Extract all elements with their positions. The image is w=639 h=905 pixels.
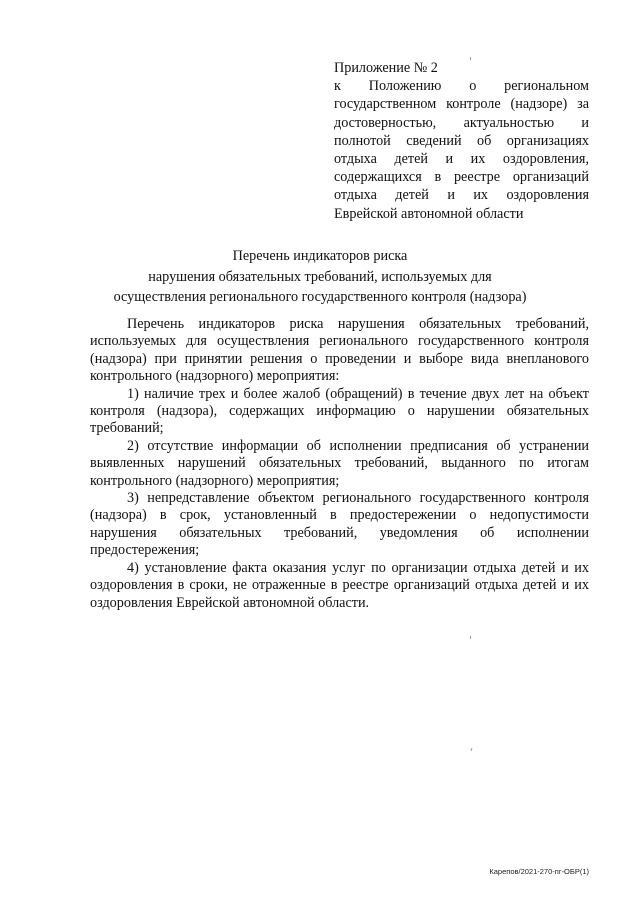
scan-speck [471, 748, 473, 751]
appendix-title: Приложение № 2 [334, 60, 438, 76]
scan-speck [470, 57, 471, 60]
heading-line-2: нарушения обязательных требований, используемых для [148, 268, 492, 285]
list-item-3: 3) непредставление объектом регионального государственного контроля (надзора) в срок, установленный в предостережении о недопустимости нарушения обязательных требований, уведомления об исполнении предостережения; [90, 490, 589, 559]
intro-paragraph: Перечень индикаторов риска нарушения обязательных требований, используемых для осуществления регионального государственного контроля (надзора) при принятии решения о проведении и выборе вида внепланового контрольного (надзорного) мероприятия: [90, 316, 589, 385]
heading-line-1: Перечень индикаторов риска [232, 248, 408, 264]
appendix-body: к Положению о региональном государственном контроле (надзоре) за достоверностью, актуальностью и полнотой сведений об организациях отдыха детей и их оздоровления, содержащихся в реестре организаций отдыха детей и их оздоровления Еврейской автономной области [334, 78, 589, 222]
heading-line-3: осуществления регионального государственного контроля (надзора) [113, 289, 527, 305]
list-item-2: 2) отсутствие информации об исполнении предписания об устранении выявленных нарушений обязательных требований, выданного по итогам контрольного (надзорного) мероприятия; [90, 437, 589, 489]
document-heading [60, 246, 580, 308]
list-item-1: 1) наличие трех и более жалоб (обращений) в течение двух лет на объект контроля (надзора), содержащих информацию о нарушении обязательных требований; [90, 385, 589, 437]
scan-speck [470, 636, 471, 639]
appendix-block [334, 59, 589, 223]
document-reference-code: Карепов/2021-270-пг-ОБР(1) [489, 867, 589, 876]
document-body [90, 316, 589, 612]
list-item-4: 4) установление факта оказания услуг по организации отдыха детей и их оздоровления в сроки, не отраженные в реестре организаций отдыха детей и их оздоровления Еврейской автономной области. [90, 559, 589, 611]
